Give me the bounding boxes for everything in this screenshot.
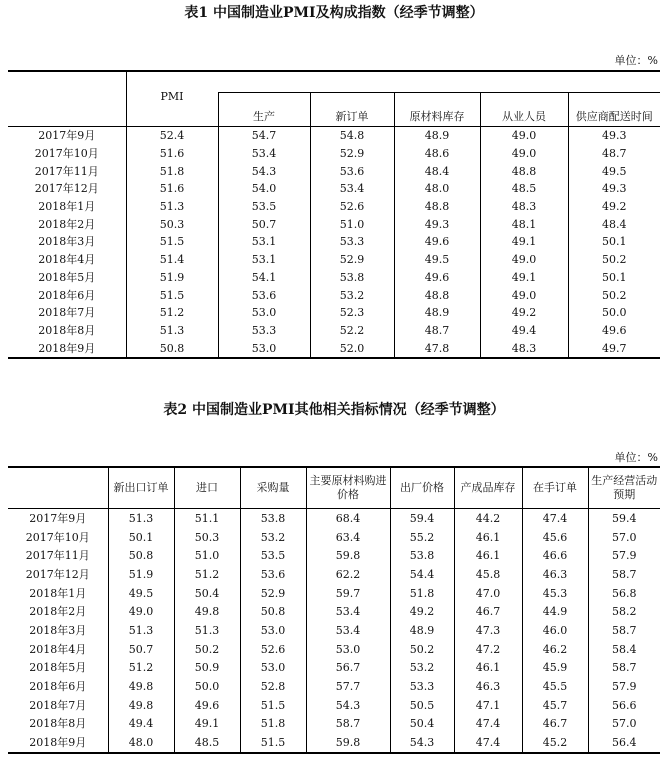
table-cell: 50.8 bbox=[126, 339, 218, 358]
table-cell: 48.7 bbox=[568, 145, 660, 163]
table2-col-header: 生产经营活动预期 bbox=[588, 467, 660, 509]
table1-header-group bbox=[218, 71, 660, 93]
table-cell: 53.4 bbox=[218, 145, 310, 163]
table-cell: 63.4 bbox=[306, 528, 390, 547]
table-cell: 56.4 bbox=[588, 733, 660, 753]
table-cell: 51.3 bbox=[126, 322, 218, 340]
table-cell: 58.7 bbox=[588, 659, 660, 678]
table-cell: 47.4 bbox=[522, 509, 588, 528]
table-cell: 48.8 bbox=[394, 286, 480, 304]
row-month: 2018年5月 bbox=[38, 270, 96, 284]
table1-header-corner bbox=[8, 71, 126, 93]
table-cell: 58.7 bbox=[306, 715, 390, 734]
table-cell: 46.3 bbox=[522, 565, 588, 584]
table-cell: 53.6 bbox=[218, 286, 310, 304]
table-cell: 50.3 bbox=[126, 215, 218, 233]
table2-header-blank bbox=[8, 467, 108, 509]
table-cell: 58.7 bbox=[588, 621, 660, 640]
table-cell: 53.5 bbox=[218, 198, 310, 216]
table-cell: 51.5 bbox=[126, 233, 218, 251]
table-cell: 53.0 bbox=[306, 640, 390, 659]
table-cell: 49.0 bbox=[480, 251, 568, 269]
table-cell: 51.2 bbox=[174, 565, 240, 584]
table-cell: 50.8 bbox=[108, 546, 174, 565]
table-cell: 50.3 bbox=[174, 528, 240, 547]
table-row bbox=[8, 715, 660, 734]
row-month: 2018年1月 bbox=[29, 586, 87, 600]
table-cell: 51.3 bbox=[174, 621, 240, 640]
table-cell: 57.7 bbox=[306, 677, 390, 696]
table-cell: 47.4 bbox=[454, 715, 522, 734]
table-cell: 62.2 bbox=[306, 565, 390, 584]
table-cell: 51.3 bbox=[108, 509, 174, 528]
table2-unit-label: 单位：% bbox=[614, 451, 658, 464]
table-cell: 50.4 bbox=[174, 584, 240, 603]
table-cell: 49.3 bbox=[568, 180, 660, 198]
table-cell: 48.0 bbox=[108, 733, 174, 753]
table-cell: 59.8 bbox=[306, 546, 390, 565]
table-cell: 53.8 bbox=[390, 546, 454, 565]
table-row bbox=[8, 696, 660, 715]
row-month: 2018年9月 bbox=[38, 341, 96, 355]
table-cell: 47.4 bbox=[454, 733, 522, 753]
table-cell: 52.9 bbox=[310, 145, 394, 163]
row-month: 2018年3月 bbox=[38, 235, 96, 249]
table-cell: 52.8 bbox=[240, 677, 306, 696]
table-cell: 49.6 bbox=[394, 269, 480, 287]
table-row bbox=[8, 602, 660, 621]
table-row bbox=[8, 733, 660, 753]
table-row bbox=[8, 145, 660, 163]
table2-body bbox=[8, 509, 660, 753]
table1-col-header: 新订单 bbox=[310, 93, 394, 127]
table-cell: 49.8 bbox=[108, 696, 174, 715]
table-cell: 53.8 bbox=[310, 269, 394, 287]
table-cell: 56.7 bbox=[306, 659, 390, 678]
table-cell: 50.2 bbox=[174, 640, 240, 659]
table-cell: 47.0 bbox=[454, 584, 522, 603]
table-cell: 51.5 bbox=[240, 733, 306, 753]
row-month: 2017年9月 bbox=[38, 129, 96, 143]
table-cell: 53.3 bbox=[218, 322, 310, 340]
table-cell: 48.5 bbox=[174, 733, 240, 753]
table-cell: 58.7 bbox=[588, 565, 660, 584]
table-cell: 46.3 bbox=[454, 677, 522, 696]
table-cell: 46.6 bbox=[522, 546, 588, 565]
row-month: 2018年8月 bbox=[38, 323, 96, 337]
table-row bbox=[8, 127, 660, 145]
row-month: 2017年10月 bbox=[34, 147, 99, 161]
table2-col-header: 采购量 bbox=[240, 467, 306, 509]
table-cell: 49.6 bbox=[568, 322, 660, 340]
table2-col-header: 进口 bbox=[174, 467, 240, 509]
table-cell: 47.2 bbox=[454, 640, 522, 659]
table-cell: 44.2 bbox=[454, 509, 522, 528]
row-month: 2018年9月 bbox=[29, 736, 87, 750]
table-row bbox=[8, 640, 660, 659]
table-cell: 68.4 bbox=[306, 509, 390, 528]
table-cell: 49.6 bbox=[174, 696, 240, 715]
table-cell: 48.9 bbox=[390, 621, 454, 640]
table-row bbox=[8, 546, 660, 565]
table-cell: 52.6 bbox=[240, 640, 306, 659]
table-cell: 51.5 bbox=[240, 696, 306, 715]
table-cell: 54.3 bbox=[390, 733, 454, 753]
table-cell: 51.1 bbox=[174, 509, 240, 528]
row-month: 2018年4月 bbox=[29, 642, 87, 656]
table-cell: 53.6 bbox=[310, 162, 394, 180]
table-cell: 48.5 bbox=[480, 180, 568, 198]
table-row bbox=[8, 304, 660, 322]
table2-other-indicators bbox=[8, 466, 660, 754]
table-cell: 48.3 bbox=[480, 339, 568, 358]
table-cell: 50.1 bbox=[568, 269, 660, 287]
table-row bbox=[8, 339, 660, 358]
row-month: 2018年4月 bbox=[38, 253, 96, 267]
table-cell: 57.0 bbox=[588, 715, 660, 734]
table-cell: 53.8 bbox=[240, 509, 306, 528]
table-cell: 53.4 bbox=[306, 602, 390, 621]
table-cell: 54.4 bbox=[390, 565, 454, 584]
table-cell: 48.8 bbox=[394, 198, 480, 216]
table-cell: 53.1 bbox=[218, 251, 310, 269]
table-cell: 49.8 bbox=[174, 602, 240, 621]
table-cell: 45.2 bbox=[522, 733, 588, 753]
row-month: 2018年7月 bbox=[29, 698, 87, 712]
table1-unit-label: 单位：% bbox=[614, 54, 658, 67]
table-cell: 49.0 bbox=[480, 127, 568, 145]
table2-col-header: 产成品库存 bbox=[454, 467, 522, 509]
table-cell: 48.4 bbox=[568, 215, 660, 233]
table-cell: 53.0 bbox=[218, 339, 310, 358]
table-cell: 51.0 bbox=[310, 215, 394, 233]
table-cell: 54.0 bbox=[218, 180, 310, 198]
table-row bbox=[8, 584, 660, 603]
table-cell: 51.6 bbox=[126, 145, 218, 163]
table-cell: 50.4 bbox=[390, 715, 454, 734]
table-cell: 51.6 bbox=[126, 180, 218, 198]
row-month: 2018年7月 bbox=[38, 306, 96, 320]
table-cell: 52.9 bbox=[240, 584, 306, 603]
table-cell: 47.1 bbox=[454, 696, 522, 715]
table-cell: 52.3 bbox=[310, 304, 394, 322]
table-cell: 53.2 bbox=[310, 286, 394, 304]
table-cell: 54.1 bbox=[218, 269, 310, 287]
row-month: 2017年9月 bbox=[29, 511, 87, 525]
table1-col-header: 生产 bbox=[218, 93, 310, 127]
table-cell: 49.1 bbox=[480, 233, 568, 251]
table-cell: 44.9 bbox=[522, 602, 588, 621]
table-cell: 50.8 bbox=[240, 602, 306, 621]
table-cell: 53.2 bbox=[240, 528, 306, 547]
table-cell: 51.8 bbox=[240, 715, 306, 734]
table-cell: 53.1 bbox=[218, 233, 310, 251]
table-cell: 48.0 bbox=[394, 180, 480, 198]
row-month: 2017年11月 bbox=[25, 549, 90, 563]
row-month: 2017年11月 bbox=[34, 164, 99, 178]
row-month: 2018年6月 bbox=[29, 680, 87, 694]
table-cell: 48.4 bbox=[394, 162, 480, 180]
table-cell: 59.7 bbox=[306, 584, 390, 603]
table2-col-header: 出厂价格 bbox=[390, 467, 454, 509]
table-cell: 45.5 bbox=[522, 677, 588, 696]
table-row bbox=[8, 528, 660, 547]
table-cell: 45.6 bbox=[522, 528, 588, 547]
table-cell: 49.0 bbox=[480, 145, 568, 163]
table-cell: 45.7 bbox=[522, 696, 588, 715]
table-row bbox=[8, 659, 660, 678]
table-cell: 46.7 bbox=[454, 602, 522, 621]
table-cell: 50.5 bbox=[390, 696, 454, 715]
table-cell: 51.4 bbox=[126, 251, 218, 269]
table-cell: 49.5 bbox=[568, 162, 660, 180]
table-cell: 49.3 bbox=[568, 127, 660, 145]
table-cell: 48.8 bbox=[480, 162, 568, 180]
table-cell: 52.9 bbox=[310, 251, 394, 269]
table-cell: 46.0 bbox=[522, 621, 588, 640]
table-cell: 46.1 bbox=[454, 528, 522, 547]
table-cell: 57.9 bbox=[588, 546, 660, 565]
table-cell: 49.3 bbox=[394, 215, 480, 233]
table2-col-header: 主要原材料购进价格 bbox=[306, 467, 390, 509]
table-cell: 46.2 bbox=[522, 640, 588, 659]
table-cell: 49.4 bbox=[480, 322, 568, 340]
table-cell: 52.4 bbox=[126, 127, 218, 145]
table-row bbox=[8, 251, 660, 269]
table-cell: 59.8 bbox=[306, 733, 390, 753]
table-cell: 59.4 bbox=[588, 509, 660, 528]
table-cell: 49.7 bbox=[568, 339, 660, 358]
table-cell: 54.7 bbox=[218, 127, 310, 145]
table-cell: 49.0 bbox=[480, 286, 568, 304]
table-cell: 50.2 bbox=[568, 286, 660, 304]
row-month: 2017年12月 bbox=[25, 567, 90, 581]
table-cell: 51.9 bbox=[108, 565, 174, 584]
table1-pmi-composite-index bbox=[8, 70, 660, 359]
table-row bbox=[8, 198, 660, 216]
table-cell: 50.1 bbox=[568, 233, 660, 251]
table-row bbox=[8, 509, 660, 528]
row-month: 2018年6月 bbox=[38, 288, 96, 302]
table-cell: 54.3 bbox=[306, 696, 390, 715]
table-cell: 50.1 bbox=[108, 528, 174, 547]
table-row bbox=[8, 269, 660, 287]
table-cell: 50.2 bbox=[568, 251, 660, 269]
table-cell: 51.2 bbox=[108, 659, 174, 678]
table-cell: 52.6 bbox=[310, 198, 394, 216]
table-row bbox=[8, 286, 660, 304]
table-cell: 46.1 bbox=[454, 546, 522, 565]
table-cell: 50.0 bbox=[174, 677, 240, 696]
table-cell: 53.4 bbox=[306, 621, 390, 640]
table-cell: 56.6 bbox=[588, 696, 660, 715]
row-month: 2018年1月 bbox=[38, 200, 96, 214]
table-cell: 49.5 bbox=[108, 584, 174, 603]
table-cell: 54.8 bbox=[310, 127, 394, 145]
table-cell: 48.9 bbox=[394, 304, 480, 322]
table-cell: 58.4 bbox=[588, 640, 660, 659]
table-cell: 54.3 bbox=[218, 162, 310, 180]
table-row bbox=[8, 233, 660, 251]
table-cell: 47.8 bbox=[394, 339, 480, 358]
table-cell: 55.2 bbox=[390, 528, 454, 547]
table-cell: 53.2 bbox=[390, 659, 454, 678]
table-cell: 51.0 bbox=[174, 546, 240, 565]
table-cell: 56.8 bbox=[588, 584, 660, 603]
row-month: 2018年2月 bbox=[29, 605, 87, 619]
table-row bbox=[8, 621, 660, 640]
row-month: 2018年8月 bbox=[29, 717, 87, 731]
table2-col-header: 新出口订单 bbox=[108, 467, 174, 509]
table-cell: 51.9 bbox=[126, 269, 218, 287]
table-cell: 50.9 bbox=[174, 659, 240, 678]
table-row bbox=[8, 322, 660, 340]
table-cell: 50.2 bbox=[390, 640, 454, 659]
table-cell: 57.9 bbox=[588, 677, 660, 696]
table-cell: 48.3 bbox=[480, 198, 568, 216]
table-cell: 53.5 bbox=[240, 546, 306, 565]
table1-col-header: 原材料库存 bbox=[394, 93, 480, 127]
table-row bbox=[8, 180, 660, 198]
table-cell: 48.9 bbox=[394, 127, 480, 145]
table-cell: 53.3 bbox=[310, 233, 394, 251]
row-month: 2018年3月 bbox=[29, 623, 87, 637]
table-cell: 58.2 bbox=[588, 602, 660, 621]
row-month: 2018年2月 bbox=[38, 217, 96, 231]
table-cell: 53.0 bbox=[218, 304, 310, 322]
row-month: 2018年5月 bbox=[29, 661, 87, 675]
table-cell: 51.3 bbox=[108, 621, 174, 640]
table-row bbox=[8, 565, 660, 584]
table-cell: 50.7 bbox=[218, 215, 310, 233]
table-cell: 53.6 bbox=[240, 565, 306, 584]
table1-header-blank bbox=[8, 93, 126, 127]
table-cell: 57.0 bbox=[588, 528, 660, 547]
table-row bbox=[8, 677, 660, 696]
table-cell: 51.8 bbox=[390, 584, 454, 603]
table-cell: 48.6 bbox=[394, 145, 480, 163]
table-cell: 53.4 bbox=[310, 180, 394, 198]
table-cell: 49.0 bbox=[108, 602, 174, 621]
table-cell: 49.2 bbox=[568, 198, 660, 216]
table-cell: 59.4 bbox=[390, 509, 454, 528]
row-month: 2017年12月 bbox=[34, 182, 99, 196]
table-cell: 45.9 bbox=[522, 659, 588, 678]
table-cell: 53.0 bbox=[240, 659, 306, 678]
table-cell: 49.1 bbox=[174, 715, 240, 734]
table1-col-header: 供应商配送时间 bbox=[568, 93, 660, 127]
table-cell: 51.5 bbox=[126, 286, 218, 304]
table-cell: 48.7 bbox=[394, 322, 480, 340]
table-cell: 51.3 bbox=[126, 198, 218, 216]
table-cell: 49.6 bbox=[394, 233, 480, 251]
table-cell: 50.0 bbox=[568, 304, 660, 322]
table-cell: 51.2 bbox=[126, 304, 218, 322]
table-row bbox=[8, 162, 660, 180]
table1-title: 表1 中国制造业PMI及构成指数（经季节调整） bbox=[184, 5, 484, 21]
table-cell: 52.0 bbox=[310, 339, 394, 358]
table-cell: 49.1 bbox=[480, 269, 568, 287]
table-cell: 51.8 bbox=[126, 162, 218, 180]
table-cell: 46.7 bbox=[522, 715, 588, 734]
table-cell: 52.2 bbox=[310, 322, 394, 340]
table-cell: 53.0 bbox=[240, 621, 306, 640]
table-cell: 49.5 bbox=[394, 251, 480, 269]
table1-col-header: 从业人员 bbox=[480, 93, 568, 127]
table-cell: 49.2 bbox=[480, 304, 568, 322]
table2-col-header: 在手订单 bbox=[522, 467, 588, 509]
table1-header-pmi: PMI bbox=[126, 71, 218, 127]
table-cell: 47.3 bbox=[454, 621, 522, 640]
table-cell: 46.1 bbox=[454, 659, 522, 678]
table-cell: 49.8 bbox=[108, 677, 174, 696]
table-cell: 49.2 bbox=[390, 602, 454, 621]
table-cell: 53.3 bbox=[390, 677, 454, 696]
table-cell: 45.3 bbox=[522, 584, 588, 603]
table-row bbox=[8, 215, 660, 233]
row-month: 2017年10月 bbox=[25, 530, 90, 544]
table2-title: 表2 中国制造业PMI其他相关指标情况（经季节调整） bbox=[163, 402, 505, 418]
table-cell: 49.4 bbox=[108, 715, 174, 734]
table-cell: 50.7 bbox=[108, 640, 174, 659]
table1-body bbox=[8, 127, 660, 358]
table-cell: 45.8 bbox=[454, 565, 522, 584]
table-cell: 48.1 bbox=[480, 215, 568, 233]
